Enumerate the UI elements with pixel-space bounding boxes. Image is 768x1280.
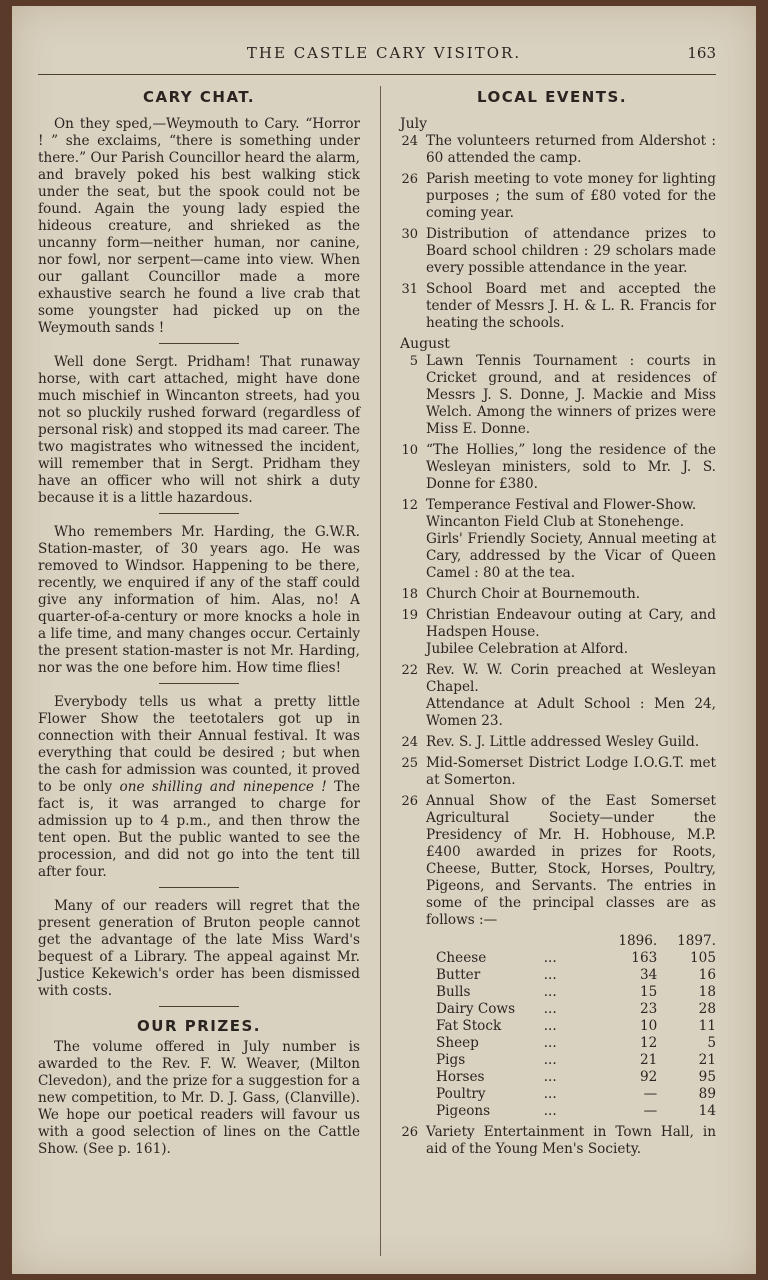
entries-row [436, 1018, 716, 1035]
entry-1897: 28 [698, 1001, 716, 1017]
entry-leader: ... [543, 1052, 557, 1068]
entry-1896: 23 [639, 1001, 658, 1017]
magazine-page [12, 6, 756, 1274]
crab-paragraph: On they sped,—Weymouth to Cary. “Horror ! ” she exclaims, “there is something under there.” Our Parish Councillor heard the alarm, and bravely poked his best walking stick under the seat, but the spook could not be found. Again the young lady espied the hideous creature, and shrieked as the uncanny form—neither human, nor canine, nor fowl, nor serpent—came into view. When our gallant Councillor made a more exhaustive search he found a live crab that some youngster had picked up on the Weymouth sands ! [38, 116, 360, 336]
entry-item: Pigeons [436, 1103, 491, 1119]
event-day: 18 [401, 587, 418, 602]
event-entry [388, 793, 716, 929]
event-text [426, 662, 716, 730]
entry-1896: 92 [639, 1069, 658, 1085]
entry-leader: ... [543, 967, 557, 983]
event-text [426, 607, 716, 658]
event-day: 12 [401, 498, 418, 513]
event-line: Christian Endeavour outing at Cary, and Hadspen House. [426, 607, 716, 640]
entry-1897: 18 [698, 984, 716, 1000]
entry-1896: 163 [631, 950, 658, 966]
entry-leader: ... [543, 950, 557, 966]
left-column [38, 88, 360, 1158]
event-day: 19 [401, 608, 418, 623]
event-line: Girls' Friendly Society, Annual meeting at Cary, addressed by the Vicar of Queen Camel : 80 at the tea. [426, 531, 716, 581]
separator [159, 1006, 239, 1007]
event-day: 24 [401, 735, 418, 750]
event-day: 25 [401, 756, 418, 771]
entry-leader: ... [543, 1103, 557, 1119]
event-line: Attendance at Adult School : Men 24, Women 23. [426, 696, 716, 729]
event-line: Mid-Somerset District Lodge I.O.G.T. met at Somerton. [426, 755, 716, 788]
bruton-paragraph: Many of our readers will regret that the present generation of Bruton people cannot get the advantage of the late Miss Ward's bequest of a Library. The appeal against Mr. Justice Kekewich's order has been dismissed with costs. [38, 898, 360, 999]
year-1897-header: 1897. [677, 933, 716, 949]
event-text: School Board met and accepted the tender of Messrs J. H. & L. R. Francis for heating the schools. [426, 281, 716, 331]
event-entry [388, 226, 716, 277]
local-events-heading: LOCAL EVENTS. [476, 88, 628, 106]
entries-row [436, 1035, 716, 1052]
event-line: Rev. W. W. Corin preached at Wesleyan Chapel. [426, 662, 716, 695]
august-events [388, 353, 716, 929]
entry-item: Sheep [436, 1035, 479, 1051]
entry-1896: 12 [639, 1035, 658, 1051]
entry-leader: ... [543, 1069, 557, 1085]
entry-1897: 16 [698, 967, 716, 983]
event-text [426, 497, 716, 582]
event-day: 26 [401, 794, 418, 809]
entry-1897: 11 [698, 1018, 716, 1034]
event-entry [388, 497, 716, 582]
event-line: Annual Show of the East Somerset Agricultural Society—under the Presidency of Mr. H. Hobhouse, M.P. £400 awarded in prizes for Roots, Cheese, Butter, Stock, Horses, Poultry, Pigeons, and Servants. The entries in some of the principal classes are as follows :— [426, 793, 716, 928]
entry-item: Poultry [436, 1086, 486, 1102]
event-day: 26 [401, 1125, 418, 1140]
event-text [426, 353, 716, 438]
entry-item: Dairy Cows [436, 1001, 516, 1017]
entry-1896: — [643, 1086, 658, 1102]
event-entry [388, 442, 716, 493]
entry-1896: 15 [639, 984, 658, 1000]
separator [159, 683, 239, 684]
entry-1897: 95 [698, 1069, 716, 1085]
event-entry [388, 755, 716, 789]
event-line: Wincanton Field Club at Stonehenge. [426, 514, 685, 530]
flower-show-text-2: The fact is, it was arranged to charge for admission up to 4 p.m., and then throw the tent open. But the public wanted to see the procession, and did not go into the tent till after four. [38, 779, 360, 880]
column-divider [380, 86, 381, 1256]
event-text [426, 755, 716, 789]
month-july: July [400, 116, 428, 132]
entry-1897: 21 [698, 1052, 716, 1068]
entry-leader: ... [543, 1018, 557, 1034]
entry-item: Bulls [436, 984, 471, 1000]
entry-leader: ... [543, 1086, 557, 1102]
entry-1896: 10 [639, 1018, 658, 1034]
our-prizes-heading: OUR PRIZES. [137, 1017, 261, 1035]
event-text [426, 586, 716, 603]
event-text: Distribution of attendance prizes to Board school children : 29 scholars made every possible attendance in the year. [426, 226, 716, 276]
event-day: 22 [401, 663, 418, 678]
entry-1897: 89 [698, 1086, 716, 1102]
event-text: Parish meeting to vote money for lighting purposes ; the sum of £80 voted for the coming year. [426, 171, 716, 221]
entries-row [436, 1103, 716, 1120]
event-line: Rev. S. J. Little addressed Wesley Guild. [426, 734, 700, 750]
july-events [388, 133, 716, 332]
entry-1896: 34 [639, 967, 658, 983]
event-entry [388, 1124, 716, 1158]
pridham-paragraph: Well done Sergt. Pridham! That runaway horse, with cart attached, might have done much mischief in Wincanton streets, had you not so pluckily rushed forward (regardless of personal risk) and stopped its mad career. The two magistrates who witnessed the incident, will remember that in Sergt. Pridham they have an officer who will not shirk a duty because it is a little hazardous. [38, 354, 360, 506]
event-line: Lawn Tennis Tournament : courts in Cricket ground, and at residences of Messrs J. S. Donne, J. Mackie and Miss Welch. Among the winners of prizes were Miss E. Donne. [426, 353, 716, 437]
running-title: THE CASTLE CARY VISITOR. [246, 44, 522, 62]
event-entry [388, 734, 716, 751]
event-text [426, 442, 716, 493]
event-text [426, 793, 716, 929]
harding-paragraph: Who remembers Mr. Harding, the G.W.R. Station-master, of 30 years ago. He was removed to Windsor. Happening to be there, recently, we enquired if any of the staff could give any information of him. Alas, no! A quarter-of-a-century or more knocks a hole in a life time, and many changes occur. Certainly the present station-master is not Mr. Harding, nor was the one before him. How time flies! [38, 524, 360, 676]
event-text: The volunteers returned from Aldershot : 60 attended the camp. [426, 133, 716, 166]
flower-show-italic: one shilling and ninepence ! [119, 779, 327, 795]
event-entry [388, 586, 716, 603]
prizes-paragraph: The volume offered in July number is awarded to the Rev. F. W. Weaver, (Milton Clevedon), and the prize for a suggestion for a new competition, to Mr. D. J. Gass, (Clanville). We hope our poetical readers will favour us with a good selection of lines on the Cattle Show. (See p. 161). [38, 1039, 360, 1157]
entry-item: Pigs [436, 1052, 466, 1068]
entry-leader: ... [543, 984, 557, 1000]
entry-leader: ... [543, 1035, 557, 1051]
separator [159, 887, 239, 888]
right-column [388, 88, 716, 1162]
entries-table-header [436, 933, 716, 950]
event-day: 26 [401, 172, 418, 187]
entries-row [436, 1052, 716, 1069]
entry-item: Fat Stock [436, 1018, 502, 1034]
entry-item: Butter [436, 967, 481, 983]
entries-row [436, 1069, 716, 1086]
event-day: 10 [401, 443, 418, 458]
event-day: 31 [401, 282, 418, 297]
event-day: 5 [409, 354, 418, 369]
entries-row [436, 950, 716, 967]
entry-1897: 5 [707, 1035, 716, 1051]
entry-item: Horses [436, 1069, 485, 1085]
page-number: 163 [687, 44, 716, 62]
month-august: August [400, 336, 450, 352]
entries-table [436, 933, 716, 1120]
entry-1896: 21 [639, 1052, 658, 1068]
flower-show-text-1: Everybody tells us what a pretty little Flower Show the teetotalers got up in connection with their Annual festival. It was everything that could be desired ; but when the cash for admission was counted, it proved to be only [38, 694, 360, 795]
entries-row [436, 984, 716, 1001]
year-1896-header: 1896. [618, 933, 658, 949]
entry-item: Cheese [436, 950, 487, 966]
event-entry [388, 353, 716, 438]
entry-1897: 105 [690, 950, 716, 966]
event-entry [388, 281, 716, 332]
entry-1896: — [643, 1103, 658, 1119]
entry-1897: 14 [698, 1103, 716, 1119]
entry-leader: ... [543, 1001, 557, 1017]
event-text [426, 734, 716, 751]
event-text: Variety Entertainment in Town Hall, in aid of the Young Men's Society. [426, 1124, 716, 1157]
event-line: “The Hollies,” long the residence of the Wesleyan ministers, sold to Mr. J. S. Donne for £380. [426, 442, 716, 492]
entries-row [436, 967, 716, 984]
header-rule [38, 74, 716, 75]
entries-rows [436, 950, 716, 1120]
event-entry [388, 133, 716, 167]
cary-chat-heading: CARY CHAT. [142, 88, 256, 106]
event-entry [388, 171, 716, 222]
event-line: Temperance Festival and Flower-Show. [426, 497, 697, 513]
flower-show-paragraph [38, 694, 360, 881]
event-line: Jubilee Celebration at Alford. [426, 641, 629, 657]
event-day: 24 [401, 134, 418, 149]
entries-row [436, 1086, 716, 1103]
separator [159, 513, 239, 514]
entries-row [436, 1001, 716, 1018]
event-entry [388, 662, 716, 730]
event-day: 30 [401, 227, 418, 242]
event-line: Church Choir at Bournemouth. [426, 586, 641, 602]
separator [159, 343, 239, 344]
event-entry [388, 607, 716, 658]
